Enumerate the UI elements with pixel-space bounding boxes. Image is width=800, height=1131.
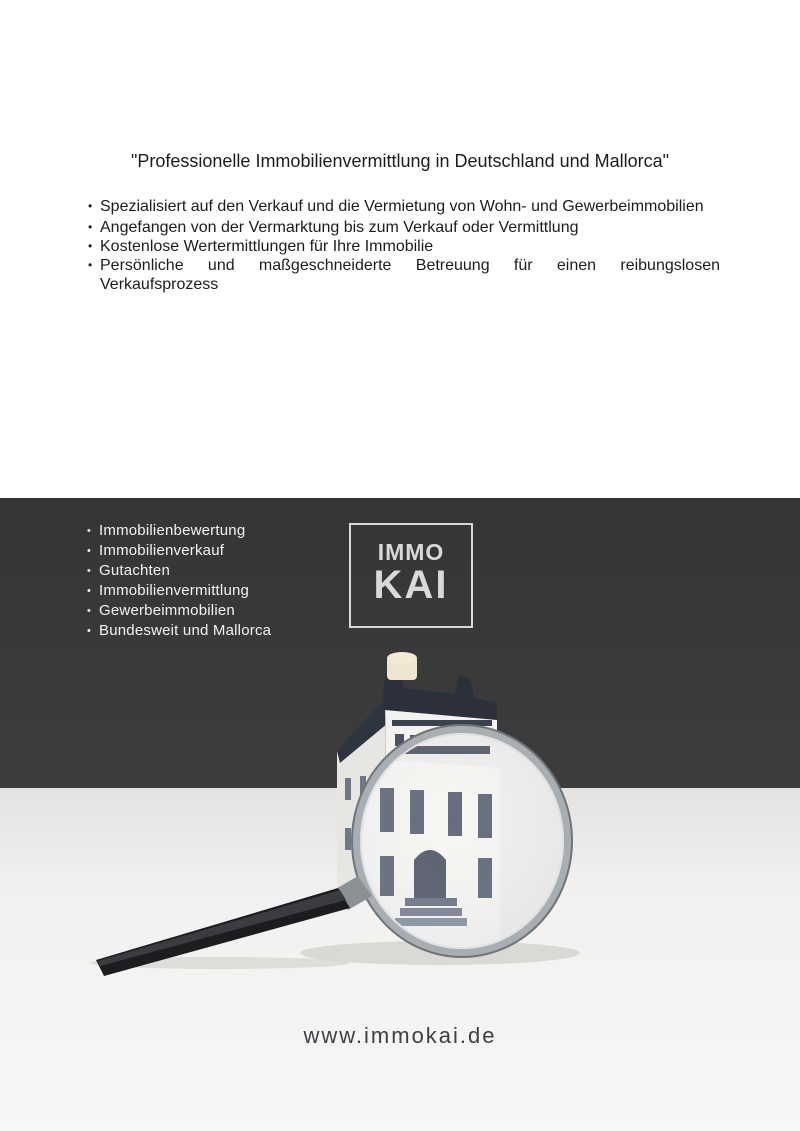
- highlight-item: • Angefangen von der Vermarktung bis zum Verkauf oder Vermittlung: [100, 218, 720, 237]
- highlight-item: • Spezialisiert auf den Verkauf und die Vermietung von Wohn- und Gewerbeimmobilien: [100, 195, 720, 218]
- highlights-list: [100, 195, 720, 294]
- service-item: • Gutachten: [99, 561, 271, 581]
- intro-section: [0, 0, 800, 498]
- service-item: • Bundesweit und Mallorca: [99, 621, 271, 641]
- logo-line-2: KAI: [373, 563, 449, 607]
- hero-photo: [0, 498, 800, 1131]
- highlight-item: • Persönliche und maßgeschneiderte Betreuung für einen reibungslosen Verkaufsprozess: [100, 256, 720, 294]
- service-item: • Immobilienvermittlung: [99, 581, 271, 601]
- service-item: • Immobilienbewertung: [99, 521, 271, 541]
- service-item: • Gewerbeimmobilien: [99, 601, 271, 621]
- highlight-item: • Kostenlose Wertermittlungen für Ihre Immobilie: [100, 237, 720, 256]
- brand-logo: [349, 523, 473, 628]
- logo-line-1: IMMO: [377, 539, 445, 565]
- services-list: [99, 521, 271, 641]
- headline: "Professionelle Immobilienvermittlung in Deutschland und Mallorca": [130, 151, 670, 171]
- website-link[interactable]: www.immokai.de: [303, 1023, 497, 1048]
- service-item: • Immobilienverkauf: [99, 541, 271, 561]
